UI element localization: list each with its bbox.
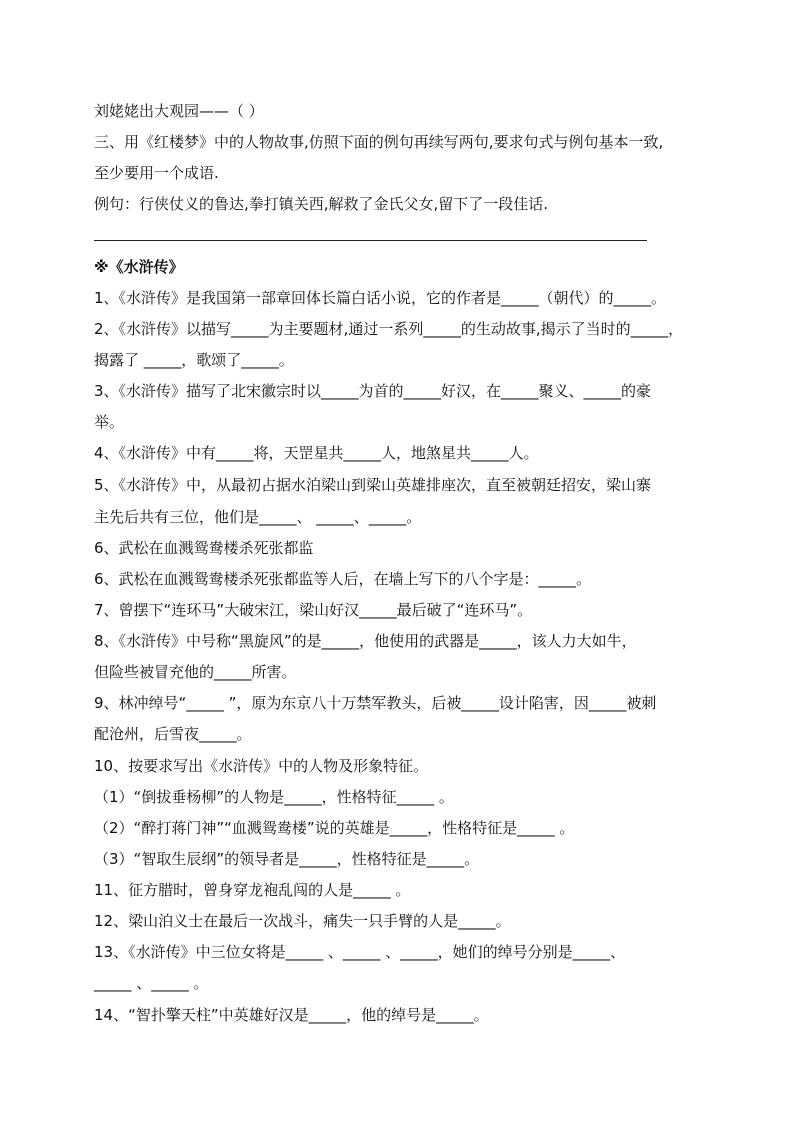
question-line: 9、林冲绰号“_____ ”，原为东京八十万禁军教头，后被_____设计陷害，因_____被刺 (94, 694, 657, 712)
question-line: 12、梁山泊义士在最后一次战斗，痛失一只手臂的人是_____。 (94, 912, 511, 930)
question-line: 6、武松在血溅鸳鸯楼杀死张都监 (94, 539, 314, 557)
question-line: 5、《水浒传》中，从最初占据水泊梁山到梁山英雄排座次，直至被朝廷招安，梁山寨 (94, 476, 652, 494)
question-line: （2）“醉打蒋门神”“血溅鸳鸯楼”说的英雄是_____，性格特征是_____ 。 (94, 819, 575, 837)
question-line: 揭露了 _____，歌颂了_____。 (94, 351, 294, 369)
question-line: 10、按要求写出《水浒传》中的人物及形象特征。 (94, 757, 429, 775)
question-line: 2、《水浒传》以描写_____为主要题材,通过一系列_____的生动故事,揭示了当时的_____， (94, 320, 684, 338)
section3-prompt: 三、用《红楼梦》中的人物故事,仿照下面的例句再续写两句,要求句式与例句基本一致, (94, 133, 664, 151)
question-line: 11、征方腊时，曾身穿龙袍乱闯的人是_____ 。 (94, 881, 411, 899)
question-line: 举。 (94, 413, 125, 431)
section-title: ※《水浒传》 (94, 258, 184, 276)
question-line: （3）“智取生辰纲”的领导者是_____，性格特征是_____。 (94, 850, 480, 868)
question-line: 配沧州，后雪夜_____。 (94, 725, 252, 743)
question-line: 主先后共有三位，他们是_____、 _____、_____。 (94, 508, 422, 526)
question-line: _____ 、_____ 。 (94, 974, 209, 992)
question-line: 7、曾摆下“连环马”大破宋江，梁山好汉_____最后破了“连环马”。 (94, 601, 533, 619)
question-line: 3、《水浒传》描写了北宋徽宗时以_____为首的_____好汉，在_____聚义、_____的豪 (94, 382, 652, 400)
example-sentence: 例句：行侠仗义的鲁达,拳打镇关西,解救了金氏父女,留下了一段佳话. (94, 195, 549, 213)
question-line: 但险些被冒充他的_____所害。 (94, 663, 297, 681)
intro-line: 刘姥姥出大观园——（ ） (94, 102, 264, 120)
question-line: 13、《水浒传》中三位女将是_____ 、_____ 、_____，她们的绰号分别是_____、 (94, 943, 626, 961)
question-line: 8、《水浒传》中号称“黑旋风”的是_____，他使用的武器是_____，该人力大如牛， (94, 632, 637, 650)
answer-line (94, 240, 647, 241)
question-line: 6、武松在血溅鸳鸯楼杀死张都监等人后，在墙上写下的八个字是：_____。 (94, 570, 592, 588)
question-line: 4、《水浒传》中有_____将，天罡星共_____人，地煞星共_____人。 (94, 444, 539, 462)
question-line: 14、“智扑擎天柱”中英雄好汉是_____，他的绰号是_____。 (94, 1006, 489, 1024)
section3-prompt-cont: 至少要用一个成语. (94, 164, 219, 182)
question-line: （1）“倒拔垂杨柳”的人物是_____，性格特征_____ 。 (94, 788, 454, 806)
question-line: 1、《水浒传》是我国第一部章回体长篇白话小说，它的作者是_____（朝代）的_____。 (94, 289, 667, 307)
